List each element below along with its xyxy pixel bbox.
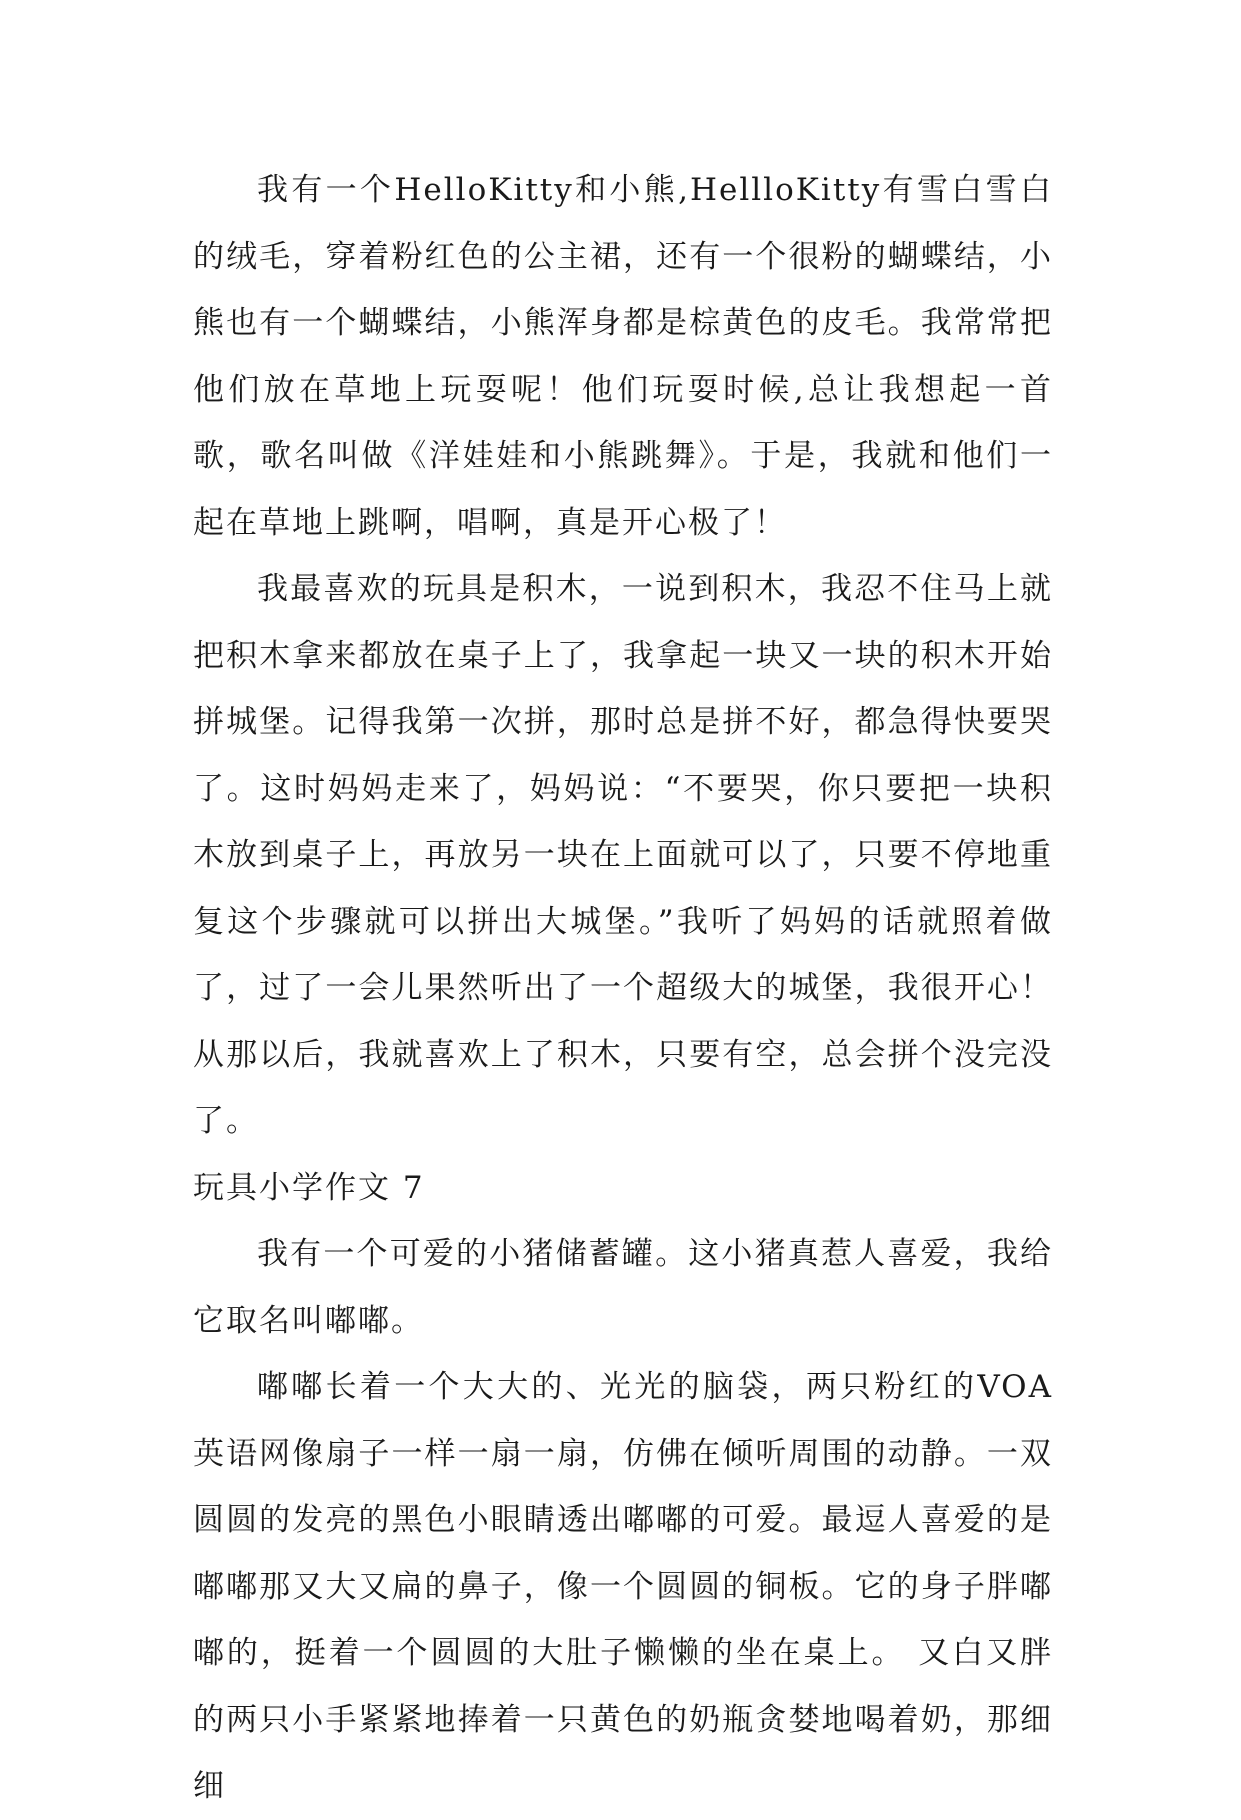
paragraph-hellokitty: 我有一个HelloKitty和小熊,HellloKitty有雪白雪白的绒毛，穿着粉红色的公主裙，还有一个很粉的蝴蝶结，小熊也有一个蝴蝶结，小熊浑身都是棕黄色的皮毛。我常常把他们放在草地上玩耍呢！他们玩耍时候,总让我想起一首歌，歌名叫做《洋娃娃和小熊跳舞》。于是，我就和他们一起在草地上跳啊，唱啊，真是开心极了！ (193, 172, 1053, 541)
document-body (193, 157, 1053, 1820)
paragraph-building-blocks: 我最喜欢的玩具是积木，一说到积木，我忍不住马上就把积木拿来都放在桌子上了，我拿起一块又一块的积木开始拼城堡。记得我第一次拼，那时总是拼不好，都急得快要哭了。这时妈妈走来了，妈妈说：“不要哭，你只要把一块积木放到桌子上，再放另一块在上面就可以了，只要不停地重复这个步骤就可以拼出大城堡。”我听了妈妈的话就照着做了，过了一会儿果然听出了一个超级大的城堡，我很开心！从那以后，我就喜欢上了积木，只要有空，总会拼个没完没了。 (193, 571, 1053, 1139)
paragraph-piggy-bank-description: 嘟嘟长着一个大大的、光光的脑袋，两只粉红的VOA英语网像扇子一样一扇一扇，仿佛在倾听周围的动静。一双圆圆的发亮的黑色小眼睛透出嘟嘟的可爱。最逗人喜爱的是嘟嘟那又大又扁的鼻子，像一个圆圆的铜板。它的身子胖嘟嘟的，挺着一个圆圆的大肚子懒懒的坐在桌上。 又白又胖的两只小手紧紧地捧着一只黄色的奶瓶贪婪地喝着奶，那细细 (193, 1369, 1053, 1804)
paragraph-piggy-bank-intro: 我有一个可爱的小猪储蓄罐。这小猪真惹人喜爱，我给它取名叫嘟嘟。 (193, 1236, 1053, 1339)
section-heading: 玩具小学作文 7 (193, 1169, 425, 1206)
